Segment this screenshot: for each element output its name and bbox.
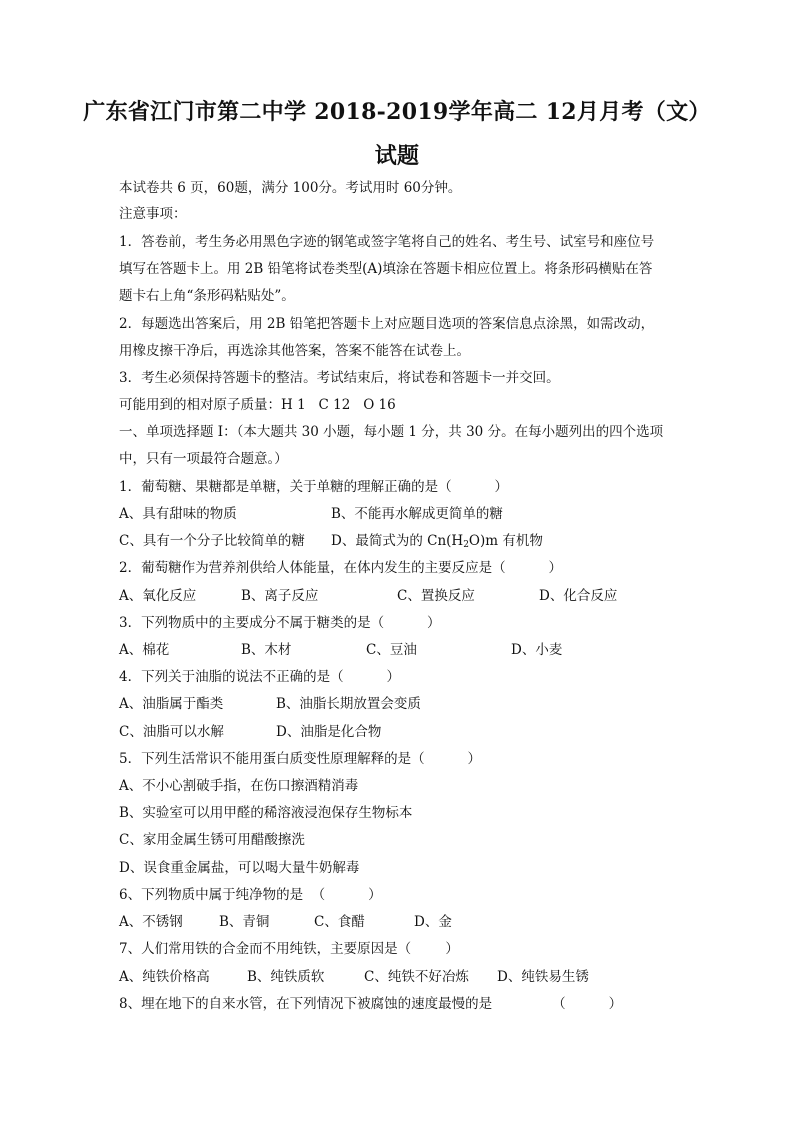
q2-option-d: D、化合反应	[539, 588, 618, 604]
q1-option-c: C、具有一个分子比较简单的糖	[119, 533, 305, 549]
q6-option-b: B、青铜	[219, 914, 270, 930]
question-8: 8、埋在地下的自来水管，在下列情况下被腐蚀的速度最慢的是 （ ）	[119, 996, 623, 1012]
q4-option-a: A、油脂属于酯类	[119, 696, 224, 712]
q3-option-d: D、小麦	[511, 642, 563, 658]
q5-option-c: C、家用金属生锈可用醋酸擦洗	[119, 832, 305, 848]
question-1: 1．葡萄糖、果糖都是单糖，关于单糖的理解正确的是（ ）	[119, 479, 509, 495]
q6-option-a: A、不锈钢	[119, 914, 183, 930]
question-3: 3．下列物质中的主要成分不属于糖类的是（ ）	[119, 615, 441, 631]
q4-option-b: B、油脂长期放置会变质	[276, 696, 421, 712]
q2-option-b: B、离子反应	[241, 588, 319, 604]
section-heading-cont: 中，只有一项最符合题意。）	[119, 451, 288, 467]
q3-option-c: C、豆油	[366, 642, 417, 658]
notice-heading: 注意事项：	[119, 206, 187, 222]
q3-option-b: B、木材	[241, 642, 292, 658]
q7-option-a: A、纯铁价格高	[119, 969, 210, 985]
exam-title: 广东省江门市第二中学 2018-2019学年高二 12月月考（文）	[83, 99, 711, 125]
notice-line: 题卡右上角“条形码粘贴处”。	[119, 288, 295, 304]
notice-line: 2．每题选出答案后，用 2B 铅笔把答题卡上对应题目选项的答案信息点涂黑，如需改动，	[119, 316, 655, 332]
question-2: 2．葡萄糖作为营养剂供给人体能量，在体内发生的主要反应是（ ）	[119, 560, 563, 576]
q5-option-a: A、不小心割破手指，在伤口擦酒精消毒	[119, 778, 359, 794]
atomic-mass-note: 可能用到的相对原子质量：H 1 C 12 O 16	[119, 397, 396, 413]
q4-option-c: C、油脂可以水解	[119, 724, 224, 740]
q2-option-c: C、置换反应	[397, 588, 475, 604]
q1-option-a: A、具有甜味的物质	[119, 506, 237, 522]
q1-option-b: B、不能再水解成更简单的糖	[331, 506, 503, 522]
question-7: 7、人们常用铁的合金而不用纯铁，主要原因是（ ）	[119, 941, 459, 957]
notice-line: 填写在答题卡上。用 2B 铅笔将试卷类型(A)填涂在答题卡相应位置上。将条形码横贴在答	[119, 261, 653, 277]
exam-title-line2: 试题	[374, 143, 420, 169]
q3-option-a: A、棉花	[119, 642, 170, 658]
question-5: 5．下列生活常识不能用蛋白质变性原理解释的是（ ）	[119, 751, 482, 767]
exam-intro: 本试卷共 6 页，60题，满分 100分。考试用时 60分钟。	[119, 180, 462, 196]
q5-option-b: B、实验室可以用甲醛的稀溶液浸泡保存生物标本	[119, 805, 413, 821]
question-6: 6、下列物质中属于纯净物的是 （ ）	[119, 887, 382, 903]
notice-line: 3．考生必须保持答题卡的整洁。考试结束后，将试卷和答题卡一并交回。	[119, 370, 560, 386]
q4-option-d: D、油脂是化合物	[276, 724, 382, 740]
q7-option-c: C、纯铁不好冶炼	[364, 969, 469, 985]
q6-option-d: D、金	[414, 914, 452, 930]
q7-option-d: D、纯铁易生锈	[497, 969, 589, 985]
q2-option-a: A、氧化反应	[119, 588, 197, 604]
q7-option-b: B、纯铁质软	[247, 969, 325, 985]
q1-option-d: D、最简式为的 $Cn(H_2O)m$ 有机物	[331, 533, 543, 550]
question-4: 4．下列关于油脂的说法不正确的是（ ）	[119, 669, 401, 685]
section-heading: 一、单项选择题 I：（本大题共 30 小题，每小题 1 分，共 30 分。在每小题列出的四个选项	[119, 424, 664, 440]
notice-line: 1．答卷前，考生务必用黑色字迹的钢笔或签字笔将自己的姓名、考生号、试室号和座位号	[119, 234, 655, 250]
q5-option-d: D、误食重金属盐，可以喝大量牛奶解毒	[119, 860, 360, 876]
q6-option-c: C、食醋	[314, 914, 365, 930]
notice-line: 用橡皮擦干净后，再选涂其他答案，答案不能答在试卷上。	[119, 343, 470, 359]
